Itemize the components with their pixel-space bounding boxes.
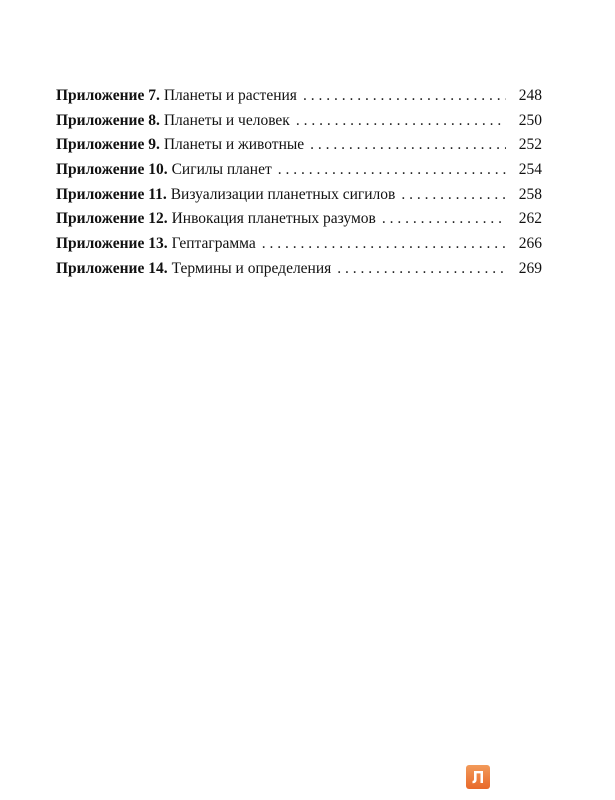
toc-entry [56, 158, 542, 183]
dot-leader [262, 232, 506, 257]
dot-leader [337, 257, 506, 282]
toc-entry-label: Приложение 9. [56, 136, 160, 154]
toc-entry-label: Приложение 8. [56, 111, 160, 129]
toc-entry [56, 207, 542, 232]
toc-entry-page: 266 [518, 235, 542, 253]
toc-entry-page: 252 [518, 136, 542, 154]
toc-entry-title: Сигилы планет [171, 161, 272, 179]
toc-entry-title: Термины и определения [171, 259, 332, 277]
toc-entry-page: 262 [518, 210, 542, 228]
toc-entry-title: Визуализации планетных сигилов [170, 185, 396, 203]
toc-entry-title: Инвокация планетных разумов [171, 210, 376, 228]
toc-entry-page: 250 [518, 111, 542, 129]
toc-entry-label: Приложение 10. [56, 161, 168, 179]
toc-entry [56, 232, 542, 257]
toc-entry-page: 269 [518, 259, 542, 277]
toc-entry [56, 84, 542, 109]
toc-entry-label: Приложение 12. [56, 210, 168, 228]
toc-entry [56, 133, 542, 158]
dot-leader [296, 109, 506, 134]
toc-entry-label: Приложение 14. [56, 259, 168, 277]
dot-leader [401, 183, 506, 208]
dot-leader [303, 84, 506, 109]
toc-entry [56, 109, 542, 134]
toc-entry-title: Планеты и растения [163, 87, 297, 104]
dot-leader [310, 133, 506, 158]
toc-entry [56, 257, 542, 282]
dot-leader [278, 158, 506, 183]
table-of-contents [56, 84, 542, 282]
toc-entry-title: Планеты и животные [163, 136, 305, 154]
toc-entry [56, 183, 542, 208]
toc-entry-page: 248 [518, 87, 542, 104]
toc-entry-page: 254 [518, 161, 542, 179]
toc-entry-label: Приложение 11. [56, 185, 167, 203]
toc-entry-page: 258 [518, 185, 542, 203]
toc-entry-title: Гептаграмма [171, 235, 256, 253]
toc-entry-title: Планеты и человек [163, 111, 290, 129]
labirint-logo-glyph [466, 765, 490, 789]
dot-leader [382, 207, 506, 232]
labirint-logo-icon [466, 765, 490, 789]
toc-entry-label: Приложение 7. [56, 87, 160, 104]
toc-entry-label: Приложение 13. [56, 235, 168, 253]
